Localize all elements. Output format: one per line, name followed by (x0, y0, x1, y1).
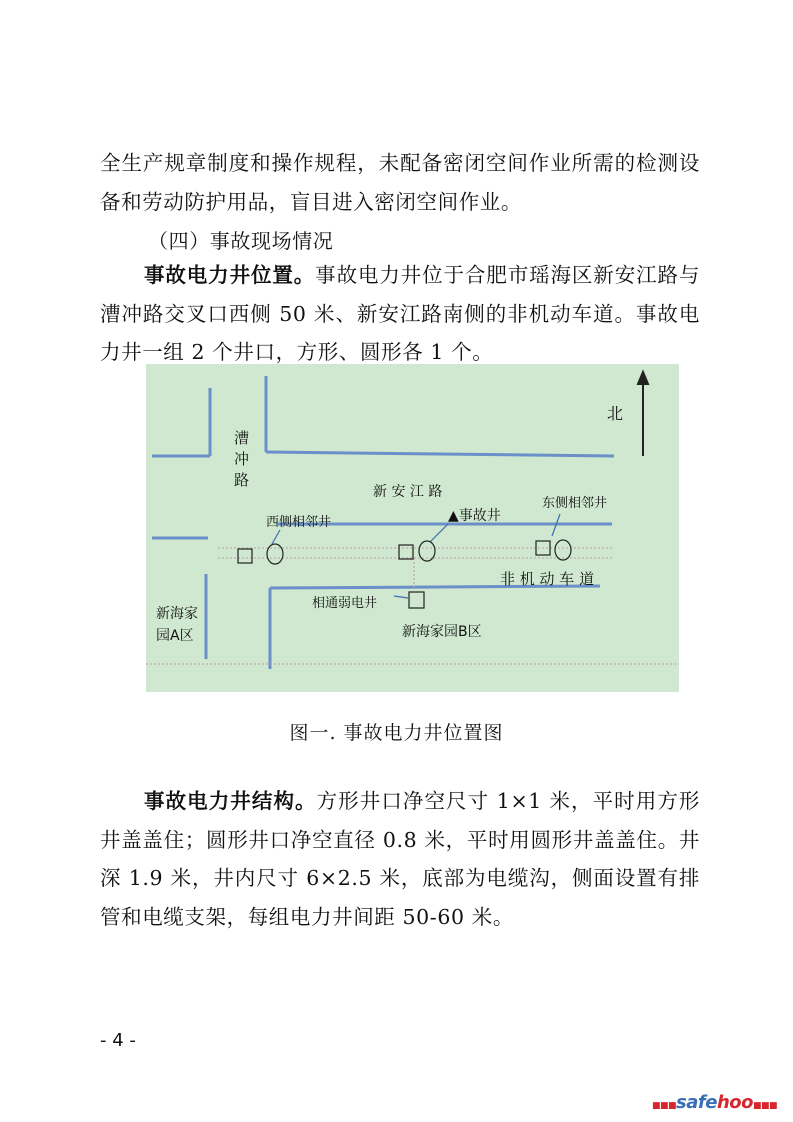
structure-lead: 事故电力井结构。 (144, 789, 317, 813)
label-area-a-line2: 园A区 (156, 628, 194, 644)
watermark-logo (652, 1092, 777, 1113)
label-road-vertical-3: 路 (234, 471, 250, 489)
structure-text: 方形井口净空尺寸 1×1 米，平时用方形井盖盖住；圆形井口净空直径 0.8 米，平时用圆形井盖盖住。井深 1.9 米，井内尺寸 6×2.5 米，底部为电缆沟，侧面设置有排管和电缆支架，每组电力井间距 50-60 米。 (100, 789, 700, 929)
location-lead: 事故电力井位置。 (144, 263, 316, 287)
watermark-dots: ■■■ (652, 1101, 677, 1111)
label-road-vertical-1: 漕 (234, 429, 250, 447)
label-area-a-line1: 新海家 (156, 606, 198, 622)
map-background (146, 364, 679, 692)
label-road-horizontal: 新 安 江 路 (373, 484, 443, 500)
paragraph-location (100, 256, 700, 372)
page-number: - 4 - (100, 1030, 136, 1051)
label-road-vertical-2: 冲 (234, 450, 250, 468)
label-east-well: 东侧相邻井 (542, 496, 608, 511)
label-north: 北 (607, 404, 624, 423)
paragraph-structure (100, 782, 700, 936)
label-accident-well: ▲事故井 (448, 508, 501, 524)
watermark-part1: safe (676, 1092, 717, 1113)
label-weak-current-well: 相通弱电井 (312, 596, 378, 611)
section-heading: （四）事故现场情况 (148, 229, 334, 253)
label-area-b: 新海家园B区 (402, 624, 482, 640)
figure-caption: 图一. 事故电力井位置图 (289, 722, 504, 744)
label-west-well: 西侧相邻井 (266, 515, 332, 530)
watermark-part2: hoo (716, 1092, 753, 1113)
paragraph-continued: 全生产规章制度和操作规程，未配备密闭空间作业所需的检测设备和劳动防护用品，盲目进入密闭空间作业。 (100, 151, 700, 214)
location-map (146, 364, 679, 692)
watermark-dots-end: ■■■ (752, 1101, 777, 1111)
location-text: 事故电力井位于合肥市瑶海区新安江路与漕冲路交叉口西侧 50 米、新安江路南侧的非机动车道。事故电力井一组 2 个井口，方形、圆形各 1 个。 (100, 263, 700, 364)
label-bike-lane: 非 机 动 车 道 (500, 570, 595, 588)
